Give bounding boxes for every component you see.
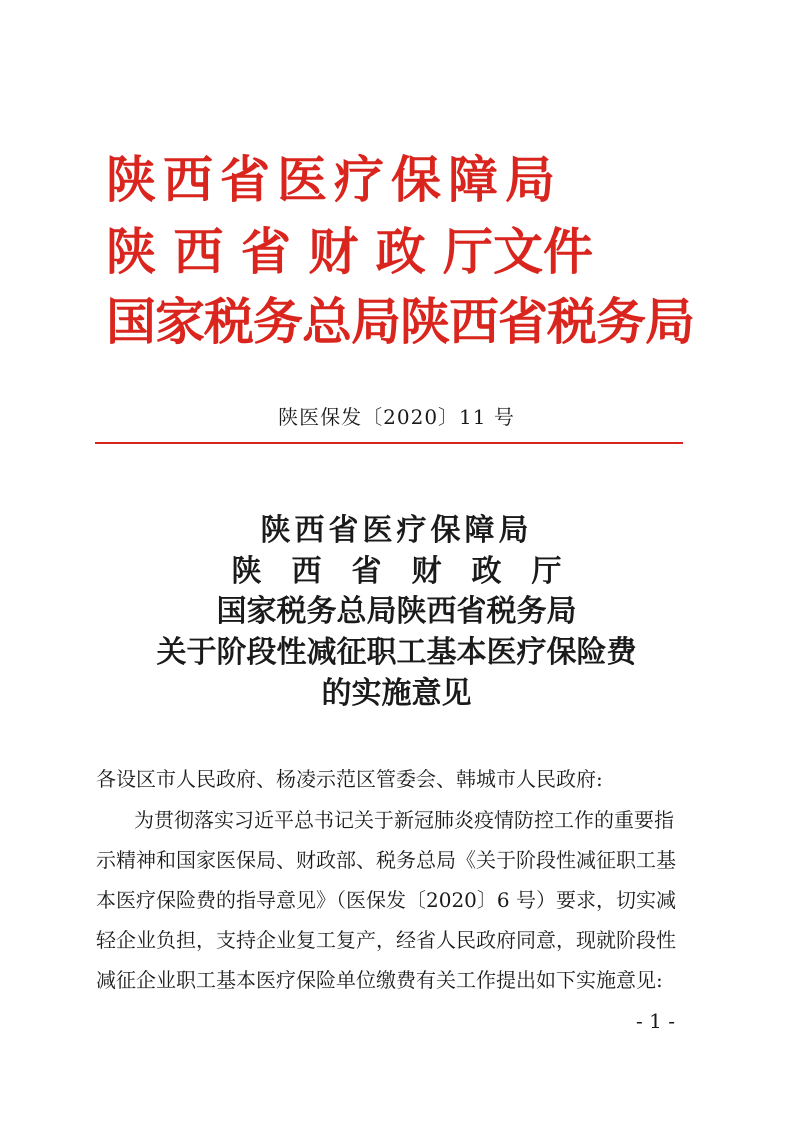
title-line-5: 的实施意见 [321,676,472,711]
body-line: 减征企业职工基本医疗保险单位缴费有关工作提出如下实施意见: [96,968,663,992]
letterhead-line-1: 陕西省医疗保障局 [106,150,562,209]
title-line-4: 关于阶段性减征职工基本医疗保险费 [156,635,637,670]
letterhead-line-3: 国家税务总局陕西省税务局 [106,292,694,351]
title-line-1: 陕西省医疗保障局 [260,513,533,548]
body-line: 本医疗保险费的指导意见》（医保发〔2020〕6 号）要求，切实减 [96,888,676,912]
red-divider [95,442,683,444]
body-line: 为贯彻落实习近平总书记关于新冠肺炎疫情防控工作的重要指 [134,808,674,832]
title-line-2: 陕 西 省 财 政 厅 [231,554,562,589]
body-line: 示精神和国家医保局、财政部、税务总局《关于阶段性减征职工基 [96,848,676,872]
page-number: - 1 - [636,1009,675,1033]
document-number: 陕医保发〔2020〕11 号 [278,405,515,429]
body-line: 轻企业负担，支持企业复工复产，经省人民政府同意，现就阶段性 [96,928,676,952]
addressee: 各设区市人民政府、杨凌示范区管委会、韩城市人民政府: [96,767,603,791]
letterhead-line-2: 陕 西 省 财 政 厅文件 [106,222,594,281]
title-line-3: 国家税务总局陕西省税务局 [216,594,577,629]
